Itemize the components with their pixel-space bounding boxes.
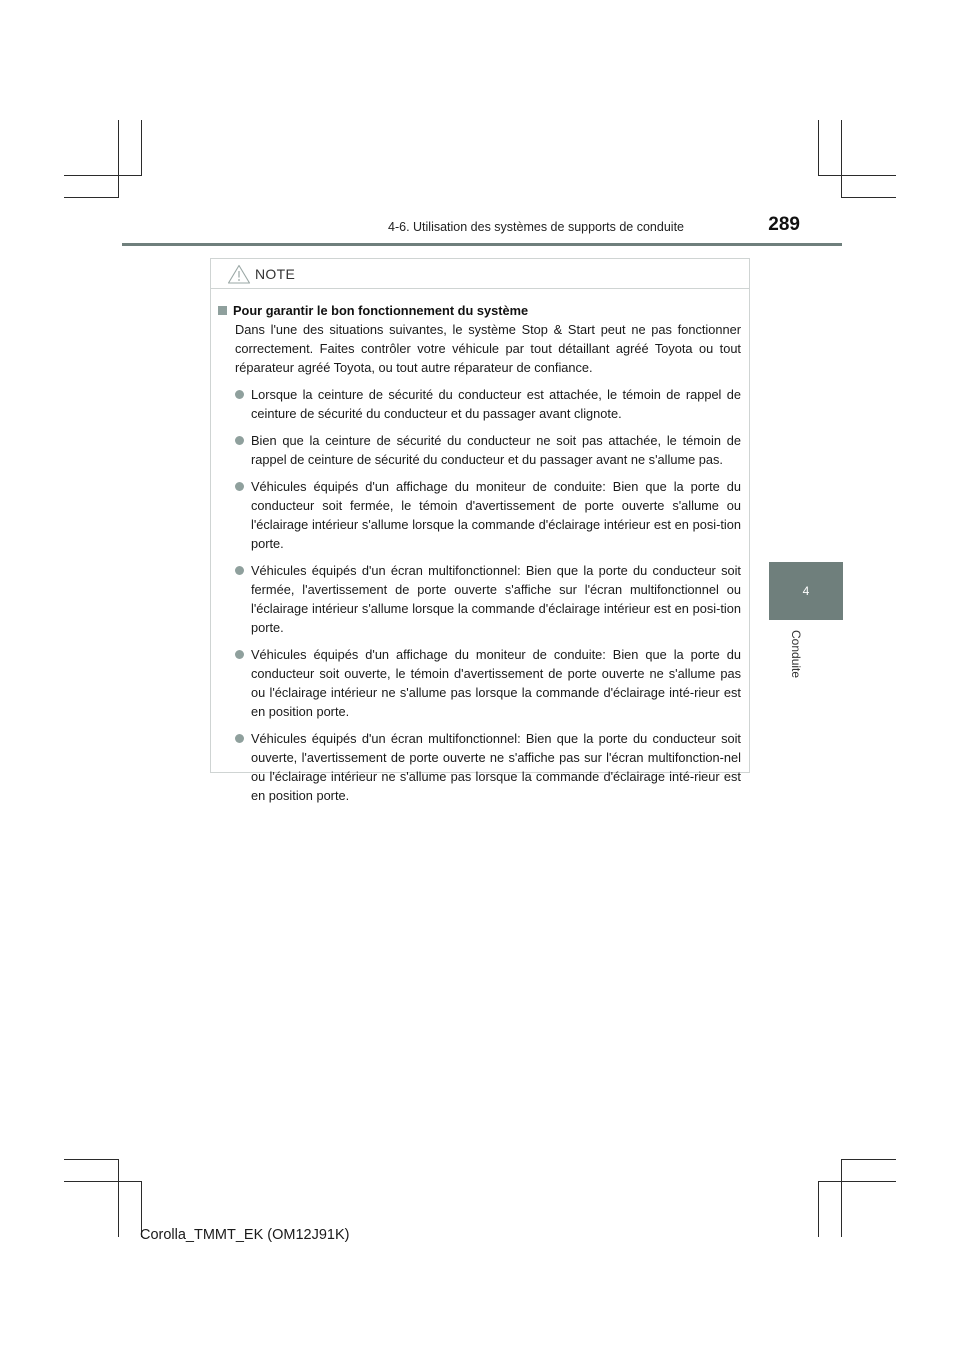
- section-title: 4-6. Utilisation des systèmes de supports de conduite: [388, 220, 684, 234]
- bullet-dot-icon: [235, 482, 244, 491]
- note-section-heading-text: Pour garantir le bon fonctionnement du système: [233, 303, 529, 318]
- page-number: 289: [768, 214, 800, 235]
- chapter-label: Conduite: [789, 630, 803, 679]
- bullet-dot-icon: [235, 650, 244, 659]
- chapter-tab: [769, 562, 843, 620]
- crop-mark: [818, 1181, 896, 1182]
- header-rule: [122, 243, 842, 246]
- crop-mark: [64, 1181, 142, 1182]
- note-intro: Dans l'une des situations suivantes, le système Stop & Start peut ne pas fonctionner correctement. Faites contrôler votre véhicule par tout détaillant agréé Toyota ou tout réparateur agréé Toyota, ou tout autre réparateur de confiance.: [235, 322, 741, 375]
- list-item: [235, 431, 741, 469]
- chapter-number: 4: [802, 584, 810, 598]
- bullet-dot-icon: [235, 390, 244, 399]
- list-item-text: Véhicules équipés d'un affichage du moniteur de conduite: Bien que la porte du conducteur soit ouverte, le témoin d'avertissement de porte ouverte ne s'allume pas ou l'éclairage intérieur ne s'allume pas lorsque la commande d'éclairage inté-rieur est en position porte.: [251, 647, 741, 719]
- list-item-text: Bien que la ceinture de sécurité du conducteur ne soit pas attachée, le témoin de rappel de ceinture de sécurité du conducteur et du passager avant ne s'allume pas.: [251, 433, 741, 467]
- square-bullet-icon: [218, 306, 227, 315]
- document-code: Corolla_TMMT_EK (OM12J91K): [140, 1227, 350, 1243]
- note-box: [210, 258, 750, 803]
- crop-mark: [818, 1181, 819, 1237]
- bullet-dot-icon: [235, 436, 244, 445]
- crop-mark: [64, 175, 142, 176]
- crop-mark: [841, 1159, 896, 1160]
- list-item-text: Lorsque la ceinture de sécurité du conducteur est attachée, le témoin de rappel de ceinture de sécurité du conducteur et du passager avant clignote.: [251, 387, 741, 421]
- list-item-text: Véhicules équipés d'un écran multifonctionnel: Bien que la porte du conducteur soit fermée, l'avertissement de porte ouverte s'affiche sur l'écran multifonctionnel ou l'éclairage intérieur s'allume lorsque la commande d'éclairage intérieur est en posi-tion porte.: [251, 563, 741, 635]
- note-header: [211, 259, 749, 289]
- list-item: [235, 645, 741, 721]
- crop-mark: [118, 1159, 119, 1237]
- bullet-dot-icon: [235, 566, 244, 575]
- crop-mark: [818, 120, 819, 176]
- note-title: NOTE: [255, 265, 296, 282]
- note-body: [211, 289, 749, 805]
- crop-mark: [64, 1159, 119, 1160]
- crop-mark: [818, 175, 896, 176]
- crop-mark: [118, 120, 119, 198]
- list-item: [235, 729, 741, 805]
- crop-mark: [64, 197, 119, 198]
- bullet-list: [235, 385, 741, 805]
- list-item-text: Véhicules équipés d'un affichage du moniteur de conduite: Bien que la porte du conducteur soit fermée, le témoin d'avertissement de porte ouverte s'allume ou l'éclairage intérieur s'allume lorsque la commande d'éclairage intérieur est en posi-tion porte.: [251, 479, 741, 551]
- note-section-heading: [218, 301, 741, 320]
- crop-mark: [841, 1159, 842, 1237]
- crop-mark: [141, 120, 142, 176]
- list-item-text: Véhicules équipés d'un écran multifonctionnel: Bien que la porte du conducteur soit ouverte, l'avertissement de porte ouverte ne s'affiche pas sur l'écran multifonction-nel ou l'éclairage intérieur ne s'allume pas lorsque la commande d'éclairage inté-rieur est en position porte.: [251, 731, 741, 803]
- warning-triangle-icon: [227, 264, 251, 284]
- bullet-dot-icon: [235, 734, 244, 743]
- crop-mark: [841, 120, 842, 198]
- list-item: [235, 561, 741, 637]
- list-item: [235, 385, 741, 423]
- crop-mark: [841, 197, 896, 198]
- list-item: [235, 477, 741, 553]
